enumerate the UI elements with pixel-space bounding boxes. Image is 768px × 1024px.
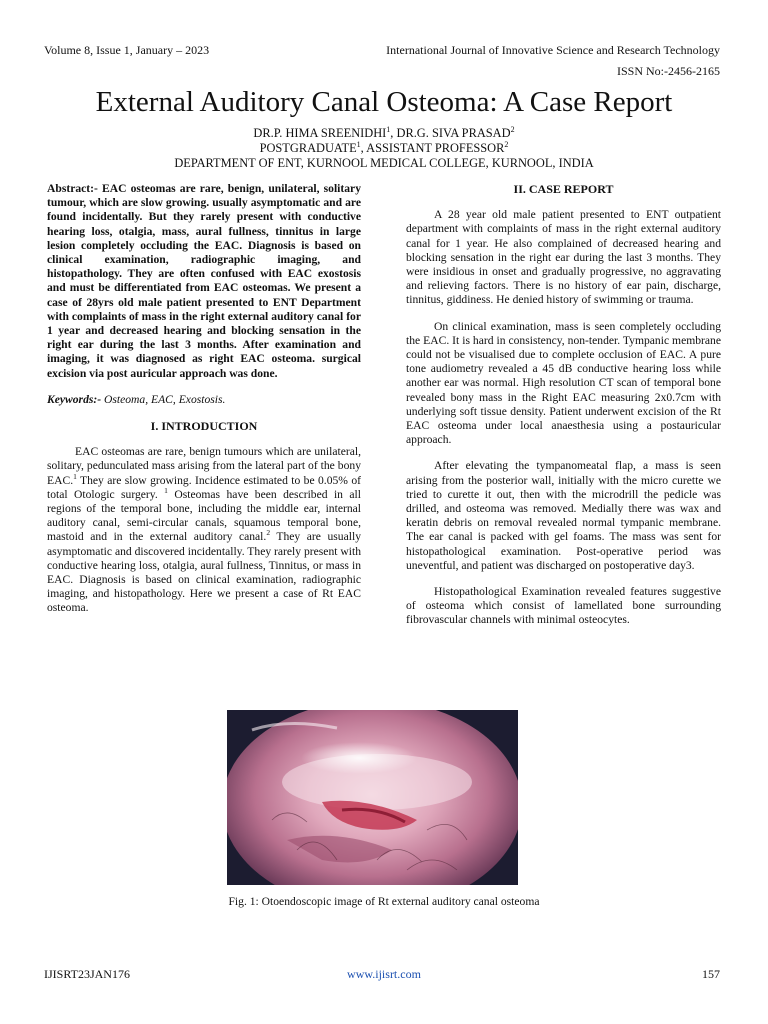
left-column: [47, 182, 361, 628]
department: DEPARTMENT OF ENT, KURNOOL MEDICAL COLLEGE, KURNOOL, INDIA: [174, 156, 594, 170]
citation-2: 1: [164, 486, 168, 495]
author-1-sup: 1: [386, 124, 391, 134]
citation-3: 2: [266, 528, 271, 538]
intro-heading: I. INTRODUCTION: [150, 419, 258, 434]
case-report-heading: II. CASE REPORT: [513, 182, 614, 196]
author-sep: ,: [390, 126, 397, 140]
author-block: [0, 126, 768, 171]
author-roles: [0, 141, 768, 156]
author-names: [0, 126, 768, 141]
intro-text-2: They are slow growing. Incidence estimated to be 0.05% of total Otologic surgery.: [47, 473, 361, 501]
role-1-sup: 1: [356, 139, 361, 149]
keywords-label: Keywords:-: [47, 392, 102, 406]
case-paragraph-1: A 28 year old male patient presented to ENT outpatient department with complaints of mass in the right external auditory canal for 1 year. He also complained of decreased hearing and blocking sensation in the right ear during the last 3 months. They were insidious in onset and gradually progressive, no aggravating and relieving factors. There is no history of ear pain, discharge, tinnitus, giddiness. He denied history of swimming or trauma.: [406, 208, 721, 307]
header-journal: International Journal of Innovative Science and Research Technology: [386, 43, 720, 57]
footer-website-link[interactable]: www.ijisrt.com: [347, 967, 421, 981]
header-issn: ISSN No:-2456-2165: [616, 64, 720, 78]
author-2: DR.G. SIVA PRASAD: [396, 126, 511, 140]
intro-text-1: EAC osteomas are rare, benign tumours which are unilateral, solitary, pedunculated mass arising from the lateral part of the bony EAC.: [47, 445, 361, 487]
otoendoscopic-image-graphic: [227, 710, 518, 885]
role-sep: ,: [360, 141, 367, 155]
author-1: DR.P. HIMA SREENIDHI: [253, 126, 387, 140]
intro-text-4: They are usually asymptomatic and discovered incidentally. They rarely present with conductive hearing loss, otalgia, aural fullness, Tinnitus, or mass in EAC. Diagnosis is based on clinical examination, radiographic imaging, and histopathology. Here we present a case of Rt EAC osteoma.: [47, 530, 361, 615]
citation-1: 1: [73, 471, 77, 481]
header-volume: Volume 8, Issue 1, January – 2023: [44, 43, 210, 57]
role-2: ASSISTANT PROFESSOR: [366, 141, 505, 155]
intro-paragraph: [47, 445, 361, 615]
case-paragraph-2: On clinical examination, mass is seen completely occluding the EAC. It is hard in consistency, non-tender. Tympanic membrane could not be visualised due to complete occlusion of EAC. A pure tone audiometry revealed a 45 dB conductive hearing loss while another ear was normal. High resolution CT scan of temporal bone revealed bony mass in the Right EAC measuring 2x0.7cm with underlying soft tissue density. Patient underwent excision of the Rt EAC osteoma under local anaesthesia using a postauricular approach.: [406, 319, 721, 447]
footer-page-number: 157: [702, 967, 720, 981]
abstract: Abstract:- EAC osteomas are rare, benign, unilateral, solitary tumour, which are slow growing. usually asymptomatic and are found incidentally. But they rarely present with conductive hearing loss, otalgia, mass, aural fullness, tinnitus in large lesion completely occluding the EAC. Diagnosis is based on clinical examination, radiographic imaging, and histopathology. They are often confused with EAC exostosis and must be differentiated from EAC osteomas. We present a case of 28yrs old male patient presented to ENT Department with complaints of mass in the right external auditory canal for 1 year and decreased hearing and blocking sensation in the right ear during the last 3 months. After examination and imaging, it was diagnosed as right EAC osteoma. surgical excision via post auricular approach was done.: [47, 182, 361, 380]
role-1: POSTGRADUATE: [259, 141, 357, 155]
figure-caption: Fig. 1: Otoendoscopic image of Rt external auditory canal osteoma: [228, 895, 540, 908]
intro-text-3: Osteomas have been described in all regions of the temporal bone, including the middle ear, internal auditory canal, semi-circular canals, squamous temporal bone, mastoid and in the external auditory canal.: [47, 487, 361, 544]
case-paragraph-3: After elevating the tympanomeatal flap, a mass is seen arising from the posterior wall, initially with the micro curette we tried to curette it out, then with the microdrill the pedicle was drilled, and osteoma was removed. Medially there was wax and keratin debris on removal revealed normal tympanic membrane. The ear canal is packed with gel foams. The mass was sent for histopathological examination. Post-operative period was uneventful, and patient was discharged on postoperative day3.: [406, 459, 721, 572]
paper-title: External Auditory Canal Osteoma: A Case Report: [95, 86, 673, 118]
author-2-sup: 2: [510, 124, 515, 134]
keywords-text: Osteoma, EAC, Exostosis.: [101, 392, 226, 406]
keywords: [47, 393, 361, 407]
role-2-sup: 2: [504, 139, 509, 149]
otoendoscopic-image: [227, 710, 518, 885]
right-column: [406, 182, 721, 640]
case-paragraph-4: Histopathological Examination revealed features suggestive of osteoma which consist of lamellated bone surrounding fibrovascular channels with minimal osteocytes.: [406, 585, 721, 627]
footer-paper-id: IJISRT23JAN176: [44, 967, 130, 981]
